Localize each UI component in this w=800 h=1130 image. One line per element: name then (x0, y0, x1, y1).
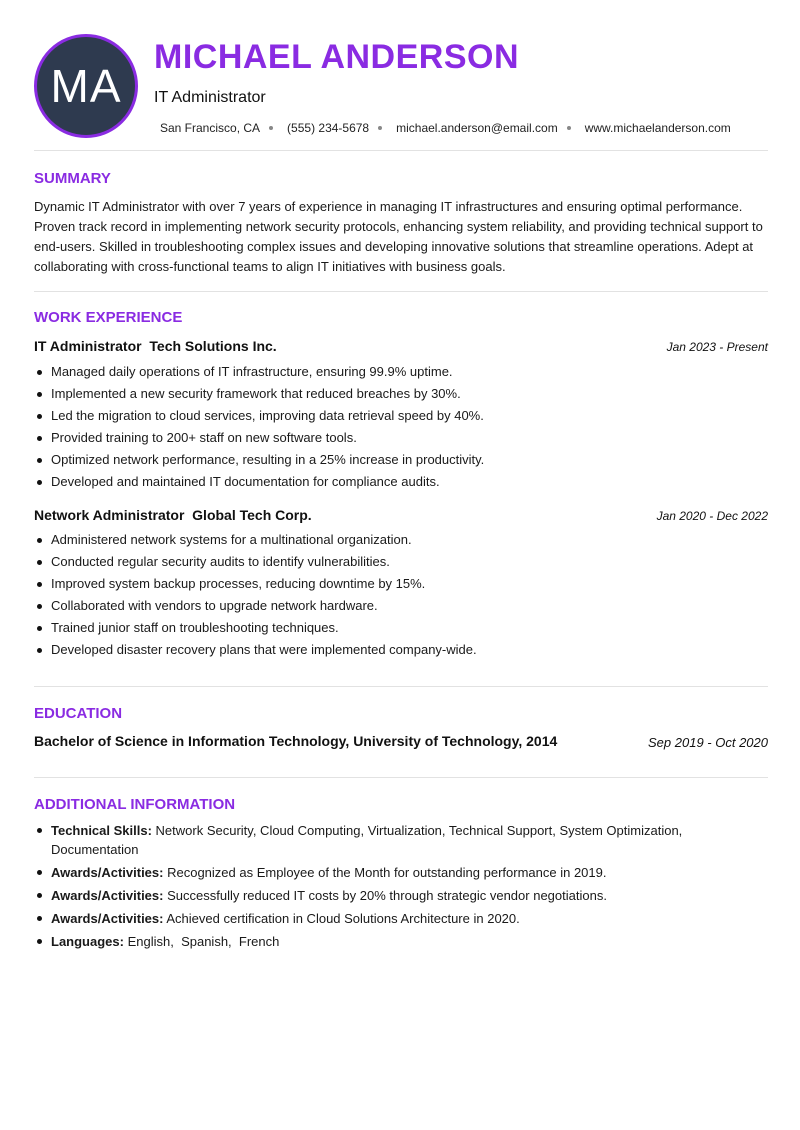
list-item: Administered network systems for a multinational organization. (34, 529, 768, 551)
education-degree: Bachelor of Science in Information Technology, University of Technology, 2014 (34, 733, 558, 749)
job-company: Tech Solutions Inc. (149, 338, 277, 354)
divider (34, 777, 768, 778)
avatar (34, 34, 138, 138)
list-item (34, 909, 768, 928)
job-role: IT Administrator (154, 89, 266, 106)
job-title: Network Administrator (34, 507, 185, 523)
summary-heading: SUMMARY (34, 170, 111, 187)
candidate-name: MICHAEL ANDERSON (154, 38, 520, 76)
separator-dot (567, 126, 571, 130)
info-text: English, Spanish, French (127, 934, 280, 949)
job-header (34, 338, 768, 356)
list-item: Led the migration to cloud services, improving data retrieval speed by 40%. (34, 405, 768, 427)
list-item: Trained junior staff on troubleshooting techniques. (34, 617, 768, 639)
list-item: Optimized network performance, resulting in a 25% increase in productivity. (34, 449, 768, 471)
job-bullets (34, 529, 768, 661)
info-text: Achieved certification in Cloud Solutions Architecture in 2020. (166, 911, 520, 926)
job-title-line (34, 338, 277, 354)
contact-phone: (555) 234-5678 (287, 121, 370, 135)
info-text: Network Security, Cloud Computing, Virtualization, Technical Support, System Optimization, Documentation (51, 823, 683, 857)
list-item: Conducted regular security audits to identify vulnerabilities. (34, 551, 768, 573)
contact-email[interactable]: michael.anderson@email.com (396, 121, 558, 135)
job-title-line (34, 507, 312, 523)
job-header (34, 507, 768, 525)
info-label: Languages: (51, 934, 124, 949)
list-item (34, 821, 768, 859)
info-label: Technical Skills: (51, 823, 152, 838)
additional-list (34, 821, 768, 955)
contact-row (160, 121, 731, 135)
job-bullets (34, 361, 768, 493)
summary-text: Dynamic IT Administrator with over 7 years of experience in managing IT infrastructures and ensuring optimal performance. Proven track record in implementing network security protocols, enhancing system reliability, and providing technical support to end-users. Skilled in troubleshooting complex issues and developing innovative solutions that streamline operations. Adept at collaborating with cross-functional teams to align IT initiatives with business goals. (34, 199, 763, 274)
list-item: Collaborated with vendors to upgrade network hardware. (34, 595, 768, 617)
education-row (34, 733, 768, 751)
list-item: Improved system backup processes, reducing downtime by 15%. (34, 573, 768, 595)
separator-dot (269, 126, 273, 130)
avatar-initials: MA (50, 60, 122, 112)
job-dates: Jan 2020 - Dec 2022 (656, 509, 768, 523)
job-company: Global Tech Corp. (192, 507, 312, 523)
list-item (34, 932, 768, 951)
job-dates: Jan 2023 - Present (666, 340, 768, 354)
list-item: Managed daily operations of IT infrastructure, ensuring 99.9% uptime. (34, 361, 768, 383)
separator-dot (378, 126, 382, 130)
divider (34, 686, 768, 687)
list-item (34, 886, 768, 905)
info-text: Successfully reduced IT costs by 20% through strategic vendor negotiations. (167, 888, 607, 903)
experience-heading: WORK EXPERIENCE (34, 309, 183, 326)
info-label: Awards/Activities: (51, 911, 164, 926)
divider (34, 150, 768, 151)
info-label: Awards/Activities: (51, 865, 164, 880)
list-item: Developed disaster recovery plans that were implemented company-wide. (34, 639, 768, 661)
additional-heading: ADDITIONAL INFORMATION (34, 796, 236, 813)
info-text: Recognized as Employee of the Month for outstanding performance in 2019. (167, 865, 607, 880)
list-item: Provided training to 200+ staff on new software tools. (34, 427, 768, 449)
list-item: Developed and maintained IT documentation for compliance audits. (34, 471, 768, 493)
list-item: Implemented a new security framework that reduced breaches by 30%. (34, 383, 768, 405)
education-dates: Sep 2019 - Oct 2020 (648, 735, 768, 750)
info-label: Awards/Activities: (51, 888, 164, 903)
contact-website[interactable]: www.michaelanderson.com (584, 121, 731, 135)
contact-location: San Francisco, CA (160, 121, 261, 135)
job-title: IT Administrator (34, 338, 142, 354)
resume-header (34, 34, 768, 138)
education-heading: EDUCATION (34, 705, 123, 722)
list-item (34, 863, 768, 882)
divider (34, 291, 768, 292)
